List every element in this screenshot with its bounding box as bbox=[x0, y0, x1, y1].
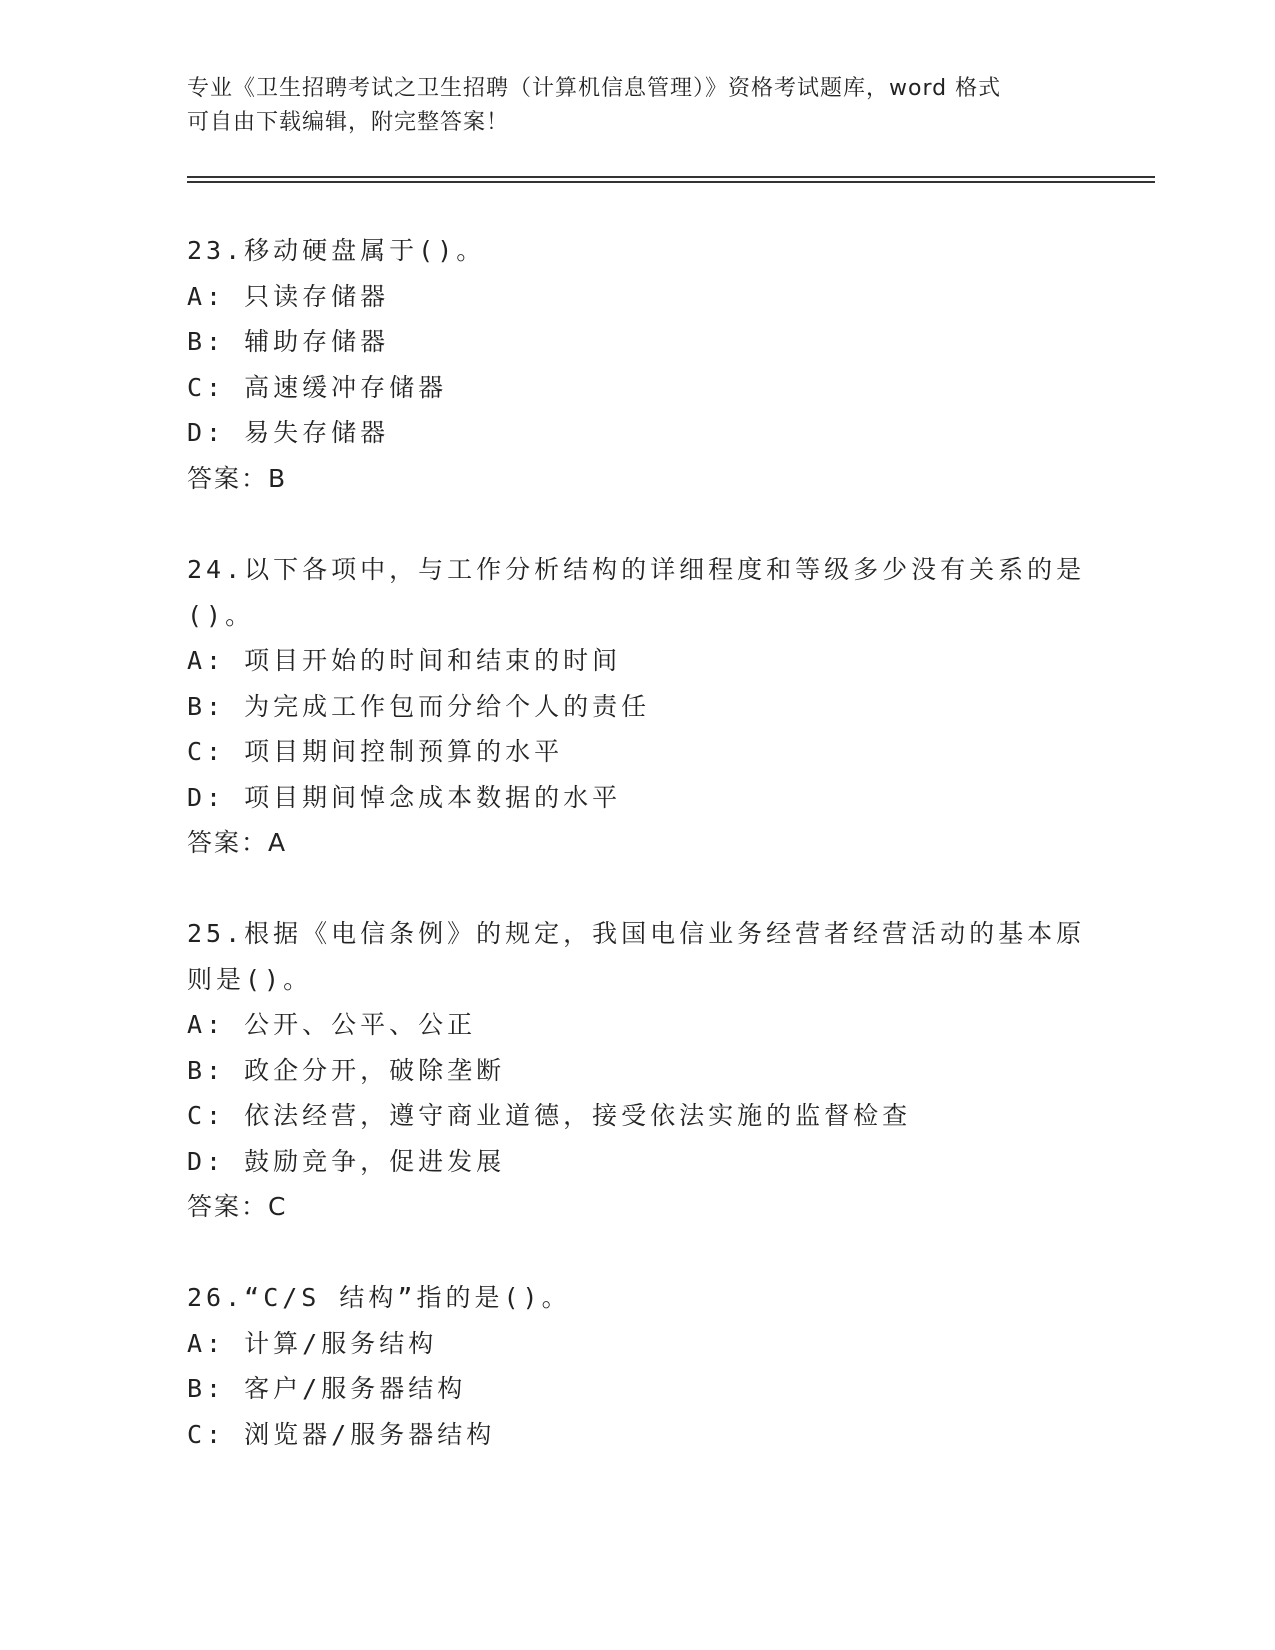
option-b: B: 为完成工作包而分给个人的责任 bbox=[187, 691, 651, 721]
document-header bbox=[187, 72, 1067, 140]
header-divider-bottom bbox=[187, 181, 1155, 183]
question-26 bbox=[187, 1275, 1087, 1457]
question-stem-continued: 则是()。 bbox=[187, 964, 313, 994]
header-line-2: 可自由下载编辑，附完整答案！ bbox=[187, 110, 510, 135]
question-stem: 26.“C/S 结构”指的是()。 bbox=[187, 1283, 571, 1312]
question-25 bbox=[187, 911, 1087, 1230]
option-d: D: 项目期间悼念成本数据的水平 bbox=[187, 782, 622, 812]
question-23 bbox=[187, 228, 1087, 501]
option-d: D: 易失存储器 bbox=[187, 418, 390, 447]
option-a: A: 计算/服务结构 bbox=[187, 1328, 438, 1358]
option-c: C: 浏览器/服务器结构 bbox=[187, 1419, 496, 1449]
option-a: A: 项目开始的时间和结束的时间 bbox=[187, 646, 622, 675]
answer: 答案：C bbox=[187, 1192, 288, 1221]
question-stem: 24.以下各项中，与工作分析结构的详细程度和等级多少没有关系的是 bbox=[187, 555, 1086, 584]
header-line-1: 专业《卫生招聘考试之卫生招聘（计算机信息管理）》资格考试题库，word 格式 bbox=[187, 76, 1002, 101]
option-b: B: 政企分开，破除垄断 bbox=[187, 1055, 506, 1085]
header-divider-top bbox=[187, 176, 1155, 178]
option-c: C: 项目期间控制预算的水平 bbox=[187, 737, 564, 766]
question-24 bbox=[187, 547, 1087, 866]
option-d: D: 鼓励竞争，促进发展 bbox=[187, 1146, 506, 1176]
option-a: A: 公开、公平、公正 bbox=[187, 1010, 477, 1039]
option-a: A: 只读存储器 bbox=[187, 281, 390, 311]
question-stem: 25.根据《电信条例》的规定，我国电信业务经营者经营活动的基本原 bbox=[187, 919, 1086, 948]
option-c: C: 高速缓冲存储器 bbox=[187, 372, 448, 402]
question-stem-continued: ()。 bbox=[187, 600, 255, 630]
option-b: B: 辅助存储器 bbox=[187, 327, 390, 356]
option-c: C: 依法经营，遵守商业道德，接受依法实施的监督检查 bbox=[187, 1101, 912, 1130]
question-stem: 23.移动硬盘属于()。 bbox=[187, 236, 486, 265]
option-b: B: 客户/服务器结构 bbox=[187, 1374, 467, 1403]
answer: 答案：A bbox=[187, 828, 288, 857]
answer: 答案：B bbox=[187, 463, 288, 493]
